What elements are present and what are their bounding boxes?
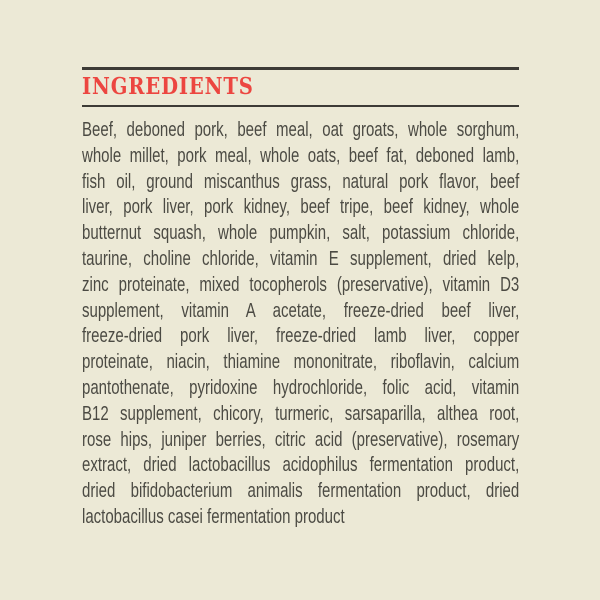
ingredients-line: lactobacillus casei fermentation product — [82, 505, 345, 528]
ingredients-line: Beef, deboned pork, beef meal, oat groats, whole sorghum, — [82, 119, 520, 141]
ingredients-line: zinc proteinate, mixed tocopherols (preservative), vitamin D3 — [82, 273, 520, 296]
ingredients-line: whole millet, pork meal, whole oats, beef fat, deboned lamb, — [82, 144, 520, 167]
ingredients-line: extract, dried lactobacillus acidophilus fermentation product, — [82, 454, 520, 477]
ingredients-heading: INGREDIENTS — [82, 73, 254, 100]
ingredients-text — [82, 118, 519, 531]
ingredients-line: B12 supplement, chicory, turmeric, sarsaparilla, althea root, — [82, 402, 520, 425]
heading-underline — [82, 105, 519, 107]
ingredients-line: supplement, vitamin A acetate, freeze-dried beef liver, — [82, 299, 520, 322]
ingredients-line: rose hips, juniper berries, citric acid (preservative), rosemary — [82, 428, 520, 451]
ingredients-line: freeze-dried pork liver, freeze-dried lamb liver, copper — [82, 325, 520, 348]
ingredients-line: dried bifidobacterium animalis fermentation product, dried — [82, 480, 520, 503]
ingredients-line: pantothenate, pyridoxine hydrochloride, folic acid, vitamin — [82, 376, 520, 399]
ingredients-line: fish oil, ground miscanthus grass, natural pork flavor, beef — [82, 170, 520, 193]
ingredients-line: liver, pork liver, pork kidney, beef tripe, beef kidney, whole — [82, 196, 520, 219]
ingredients-line: butternut squash, whole pumpkin, salt, potassium chloride, — [82, 222, 520, 245]
ingredients-line: proteinate, niacin, thiamine mononitrate, riboflavin, calcium — [82, 351, 520, 374]
top-rule — [82, 67, 519, 70]
ingredients-line: taurine, choline chloride, vitamin E supplement, dried kelp, — [82, 247, 520, 270]
